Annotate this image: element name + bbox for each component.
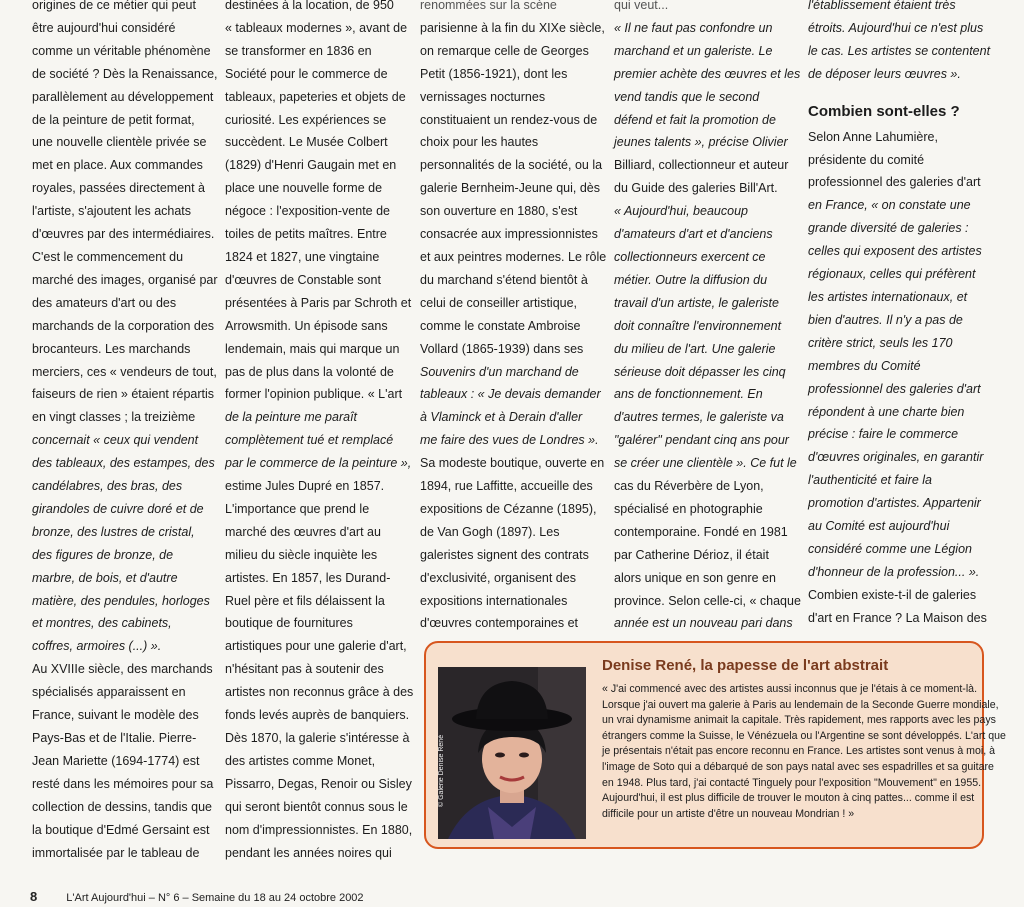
col3-line: vernissages nocturnes <box>420 89 546 104</box>
col2-line: de la peinture me paraît <box>225 410 358 425</box>
page-footer <box>30 889 364 904</box>
col5-line: l'établissement étaient très <box>808 0 956 12</box>
col4-line: se créer une clientèle ». Ce fut le <box>614 456 797 471</box>
col5-line: professionnel des galeries d'art <box>808 175 981 190</box>
col2-line: négoce : l'exposition-vente de <box>225 204 390 219</box>
col2-line: (1829) d'Henri Gaugain met en <box>225 158 397 173</box>
sidebar-text-line: étrangers comme la Suisse, le Vénézuela ou l'Argentine se sont développés. L'art que <box>602 729 1006 742</box>
col1-line: marbre, de bois, et d'autre <box>32 570 178 585</box>
col1-line: C'est le commencement du <box>32 249 184 264</box>
col2-line: Ruel père et fils délaissent la <box>225 593 385 608</box>
col3-line: me faire des vues de Londres ». <box>420 433 599 448</box>
col4-line: qui veut... <box>614 0 669 12</box>
col3-line: expositions de Cézanne (1895), <box>420 501 597 516</box>
col4-line: marchand et un galeriste. Le <box>614 43 773 58</box>
col5-line: précise : faire le commerce <box>808 427 959 442</box>
col2-line: « tableaux modernes », avant de <box>225 20 408 35</box>
article-column-2 <box>225 0 413 864</box>
col2-line: tableaux, papeteries et objets de <box>225 89 406 104</box>
col5-line: membres du Comité <box>808 358 921 373</box>
portrait-illustration <box>438 667 586 839</box>
sidebar-text-line: « J'ai commencé avec des artistes aussi inconnus que je l'étais à ce moment-là. <box>602 683 978 695</box>
sidebar-text-line: je présentais n'était pas encore reconnu en France. Les artistes sont venus à moi, à <box>602 745 996 758</box>
col3-line: galeristes signent des contrats <box>420 547 589 562</box>
col2-line: par le commerce de la peinture », <box>225 456 412 471</box>
col4-line: Billiard, collectionneur et auteur <box>614 158 789 173</box>
col2-line: qui seront bientôt connus sous le <box>225 799 408 814</box>
col3-line: celui de conseiller artistique, <box>420 295 578 310</box>
col3-line: Vollard (1865-1939) dans ses <box>420 341 584 356</box>
col4-line: spécialisé en photographie <box>614 501 763 516</box>
col4-line: jeunes talents », précise Olivier <box>614 135 788 150</box>
col5-line: d'œuvres originales, en garantir <box>808 450 984 465</box>
col5-line: grande diversité de galeries : <box>808 221 969 236</box>
col5-line: d'art en France ? La Maison des <box>808 610 987 625</box>
col5-line: considéré comme une Légion <box>808 541 972 556</box>
col2-line: succèdent. Le Musée Colbert <box>225 135 388 150</box>
col4-line: année est un nouveau pari dans <box>614 616 793 631</box>
col5-line: d'honneur de la profession... ». <box>808 564 980 579</box>
col2-line: place une nouvelle forme de <box>225 181 383 196</box>
col2-line: boutique de fournitures <box>225 616 353 631</box>
col4-line: cas du Réverbère de Lyon, <box>614 479 764 494</box>
col5-line: étroits. Aujourd'hui ce n'est plus <box>808 20 984 35</box>
col3-line: son ouverture en 1880, s'est <box>420 204 578 219</box>
col5-line: Combien existe-t-il de galeries <box>808 587 977 602</box>
col4-line: province. Selon celle-ci, « chaque <box>614 593 801 608</box>
col1-line: resté dans les mémoires pour sa <box>32 776 214 791</box>
col4-line: travail d'un artiste, le galeriste <box>614 295 779 310</box>
col1-line: coffres, armoires (...) ». <box>32 639 162 654</box>
col4-line: « Aujourd'hui, beaucoup <box>614 204 748 219</box>
footer-publication: L'Art Aujourd'hui – N° 6 – Semaine du 18 au 24 octobre 2002 <box>66 892 364 904</box>
page-number: 8 <box>30 889 38 904</box>
col3-line: du marchand s'étend bientôt à <box>420 272 588 287</box>
sidebar-text-line: difficile pour un artiste d'être un nouveau Mondrian ! » <box>602 807 855 820</box>
col4-line: premier achète des œuvres et les <box>614 66 801 81</box>
col5-line: professionnel des galeries d'art <box>808 381 981 396</box>
col5-line: l'authenticité et faire la <box>808 473 932 488</box>
col1-line: matière, des pendules, horloges <box>32 593 210 608</box>
col4-line: "galérer" pendant cinq ans pour <box>614 433 789 448</box>
portrait-photo <box>438 667 586 839</box>
col2-line: présentées à Paris par Schroth et <box>225 295 412 310</box>
col2-line: 1824 et 1827, une vingtaine <box>225 249 380 264</box>
col3-line: d'œuvres contemporaines et <box>420 616 579 631</box>
col1-line: comme un véritable phénomène <box>32 43 211 58</box>
col2-line: nom d'impressionnistes. En 1880, <box>225 822 413 837</box>
col3-line: à Vlaminck et à Derain d'aller <box>420 410 583 425</box>
col2-line: marché des œuvres d'art au <box>225 524 381 539</box>
col5-line: en France, « on constate une <box>808 198 971 213</box>
col1-line: origines de ce métier qui peut <box>32 0 196 12</box>
col4-line: du Guide des galeries Bill'Art. <box>614 181 778 196</box>
col2-line: des artistes comme Monet, <box>225 753 376 768</box>
col3-line: choix pour les hautes <box>420 135 539 150</box>
col3-line: on remarque celle de Georges <box>420 43 589 58</box>
col5-line: les artistes internationaux, et <box>808 289 968 304</box>
col5-line: bien d'autres. Il n'y a pas de <box>808 312 963 327</box>
col2-line: artistiques pour une galerie d'art, <box>225 639 407 654</box>
col1-line: des amateurs d'art ou des <box>32 295 177 310</box>
col2-line: pas de plus dans la volonté de <box>225 364 394 379</box>
col4-line: par Catherine Dérioz, il était <box>614 547 769 562</box>
col4-line: sérieuse doit dépasser les cinq <box>614 364 786 379</box>
col2-line: complètement tué et remplacé <box>225 433 394 448</box>
col4-line: doit connaître l'environnement <box>614 318 782 333</box>
col1-line: d'œuvres par des intermédiaires. <box>32 227 215 242</box>
col3-line: 1894, rue Laffitte, accueille des <box>420 479 593 494</box>
col4-line: ans de fonctionnement. En <box>614 387 763 402</box>
col1-line: royales, passées directement à <box>32 181 206 196</box>
col1-line: faiseurs de rien » étaient répartis <box>32 387 215 402</box>
col1-line: marché des images, organisé par <box>32 272 218 287</box>
col3-line: consacrée aux impressionnistes <box>420 227 598 242</box>
article-column-3 <box>420 0 606 635</box>
col3-line: renommées sur la scène <box>420 0 557 12</box>
col2-line: Pissarro, Degas, Renoir ou Sisley <box>225 776 412 791</box>
col1-line: une nouvelle clientèle privée se <box>32 135 207 150</box>
col4-line: « Il ne faut pas confondre un <box>614 20 773 35</box>
col3-line: Sa modeste boutique, ouverte en <box>420 456 605 471</box>
sidebar-text-line: l'image de Soto qui a débarqué de son pays natal avec ses espadrilles et sa guitare <box>602 760 994 773</box>
col1-line: de société ? Dès la Renaissance, <box>32 66 218 81</box>
sidebar-text <box>602 682 1006 822</box>
col1-line: être aujourd'hui considéré <box>32 20 176 35</box>
col4-line: contemporaine. Fondé en 1981 <box>614 524 788 539</box>
col2-line: toiles de petits maîtres. Entre <box>225 227 387 242</box>
col1-line: Au XVIIIe siècle, des marchands <box>32 662 213 677</box>
col1-line: et montres, des cabinets, <box>32 616 172 631</box>
col4-line: du milieu de l'art. Une galerie <box>614 341 776 356</box>
photo-credit: © Galerie Denise René <box>438 734 445 807</box>
col1-line: Jean Mariette (1694-1774) est <box>32 753 200 768</box>
col5-line: régionaux, celles qui préfèrent <box>808 267 976 282</box>
col5-line: celles qui exposent des artistes <box>808 244 982 259</box>
col3-line: d'exclusivité, organisent des <box>420 570 576 585</box>
col5-line: Combien sont-elles ? <box>808 102 960 120</box>
col4-line: d'amateurs d'art et d'anciens <box>614 227 773 242</box>
col1-line: marchands de la corporation des <box>32 318 215 333</box>
sidebar-text-line: Aujourd'hui, il est plus difficile de trouver le mouton à cinq pattes... comme il est <box>602 792 975 805</box>
col2-line: curiosité. Les expériences se <box>225 112 387 127</box>
col1-line: candélabres, des bras, des <box>32 479 183 494</box>
col2-line: milieu du siècle inquiète les <box>225 547 378 562</box>
col2-line: Société pour le commerce de <box>225 66 388 81</box>
col1-line: la boutique d'Edmé Gersaint est <box>32 822 210 837</box>
col2-line: se transformer en 1836 en <box>225 43 372 58</box>
col2-line: fonds levés auprès de banquiers. <box>225 708 410 723</box>
col1-line: des tableaux, des estampes, des <box>32 456 215 471</box>
sidebar-title: Denise René, la papesse de l'art abstrait <box>602 657 889 674</box>
article-column-1 <box>32 0 218 864</box>
col2-line: L'importance que prend le <box>225 501 370 516</box>
col5-line: promotion d'artistes. Appartenir <box>808 496 981 511</box>
col1-line: en vingt classes ; la treizième <box>32 410 196 425</box>
col5-line: présidente du comité <box>808 152 925 167</box>
sidebar-text-line: Lorsque j'ai ouvert ma galerie à Paris au lendemain de la Seconde Guerre mondiale, <box>602 698 999 711</box>
col4-line: d'autres termes, le galeriste va <box>614 410 784 425</box>
col3-line: parisienne à la fin du XIXe siècle, <box>420 20 605 35</box>
col3-line: Souvenirs d'un marchand de <box>420 364 579 379</box>
col2-line: estime Jules Dupré en 1857. <box>225 479 385 494</box>
col5-line: répondent à une charte bien <box>808 404 965 419</box>
col1-line: girandoles de cuivre doré et de <box>32 501 204 516</box>
col3-line: de Van Gogh (1897). Les <box>420 524 560 539</box>
col2-line: lendemain, mais qui marque un <box>225 341 400 356</box>
col2-line: Dès 1870, la galerie s'intéresse à <box>225 731 410 745</box>
col4-line: alors unique en son genre en <box>614 570 776 585</box>
article-column-5 <box>808 0 990 630</box>
col4-line: vend tandis que le second <box>614 89 760 104</box>
col2-line: pendant les années noires qui <box>225 845 392 860</box>
col3-line: et aux peintres modernes. Le rôle <box>420 249 607 264</box>
col3-line: comme le constate Ambroise <box>420 318 581 333</box>
sidebar-text-line: un vrai dynamisme animait la capitale. Très rapidement, mes rapports avec les pays <box>602 714 996 727</box>
col4-line: défend et fait la promotion de <box>614 112 776 127</box>
col5-line: Selon Anne Lahumière, <box>808 129 938 144</box>
col3-line: galerie Bernheim-Jeune qui, dès <box>420 181 600 196</box>
col1-line: parallèlement au développement <box>32 89 214 104</box>
col2-line: d'œuvres de Constable sont <box>225 272 381 287</box>
col2-line: artistes. En 1857, les Durand- <box>225 570 391 585</box>
col5-line: de déposer leurs œuvres ». <box>808 66 961 81</box>
col3-line: constituaient un rendez-vous de <box>420 112 598 127</box>
col4-line: collectionneurs exercent ce <box>614 249 766 264</box>
col3-line: expositions internationales <box>420 593 568 608</box>
col2-line: former l'opinion publique. « L'art <box>225 387 403 402</box>
col2-line: destinées à la location, de 950 <box>225 0 394 12</box>
col1-line: collection de dessins, tandis que <box>32 799 212 814</box>
col1-line: spécialisés apparaissent en <box>32 685 186 700</box>
col3-line: tableaux : « Je devais demander <box>420 387 601 402</box>
sidebar-text-line: en 1948. Plus tard, j'ai contacté Tinguely pour l'exposition "Mouvement" en 1955. <box>602 776 982 789</box>
col5-line: au Comité est aujourd'hui <box>808 519 950 534</box>
col2-line: Arrowsmith. Un épisode sans <box>225 318 388 333</box>
col3-line: personnalités de la société, ou la <box>420 158 603 173</box>
article-column-4 <box>614 0 801 635</box>
col2-line: artistes non reconnus grâce à des <box>225 685 414 700</box>
col1-line: immortalisée par le tableau de <box>32 845 200 860</box>
col1-line: bronze, des lustres de cristal, <box>32 524 195 539</box>
col1-line: Pays-Bas et de l'Italie. Pierre- <box>32 731 197 745</box>
col5-line: le cas. Les artistes se contentent <box>808 43 991 58</box>
col3-line: Petit (1856-1921), dont les <box>420 66 568 81</box>
col5-line: critère strict, seuls les 170 <box>808 335 953 350</box>
col1-line: des figures de bronze, de <box>32 547 174 562</box>
col1-line: merciers, ces « vendeurs de tout, <box>32 364 217 379</box>
col1-line: de la peinture de petit format, <box>32 112 195 127</box>
sidebar-box <box>424 641 1006 849</box>
col4-line: métier. Outre la diffusion du <box>614 272 768 287</box>
col1-line: concernait « ceux qui vendent <box>32 433 199 448</box>
col1-line: l'artiste, s'ajoutent les achats <box>32 204 192 219</box>
col1-line: brocanteurs. Les marchands <box>32 341 191 356</box>
col1-line: met en place. Aux commandes <box>32 158 203 173</box>
col1-line: France, suivant le modèle des <box>32 708 199 723</box>
col2-line: n'hésitant pas à soutenir des <box>225 662 384 677</box>
